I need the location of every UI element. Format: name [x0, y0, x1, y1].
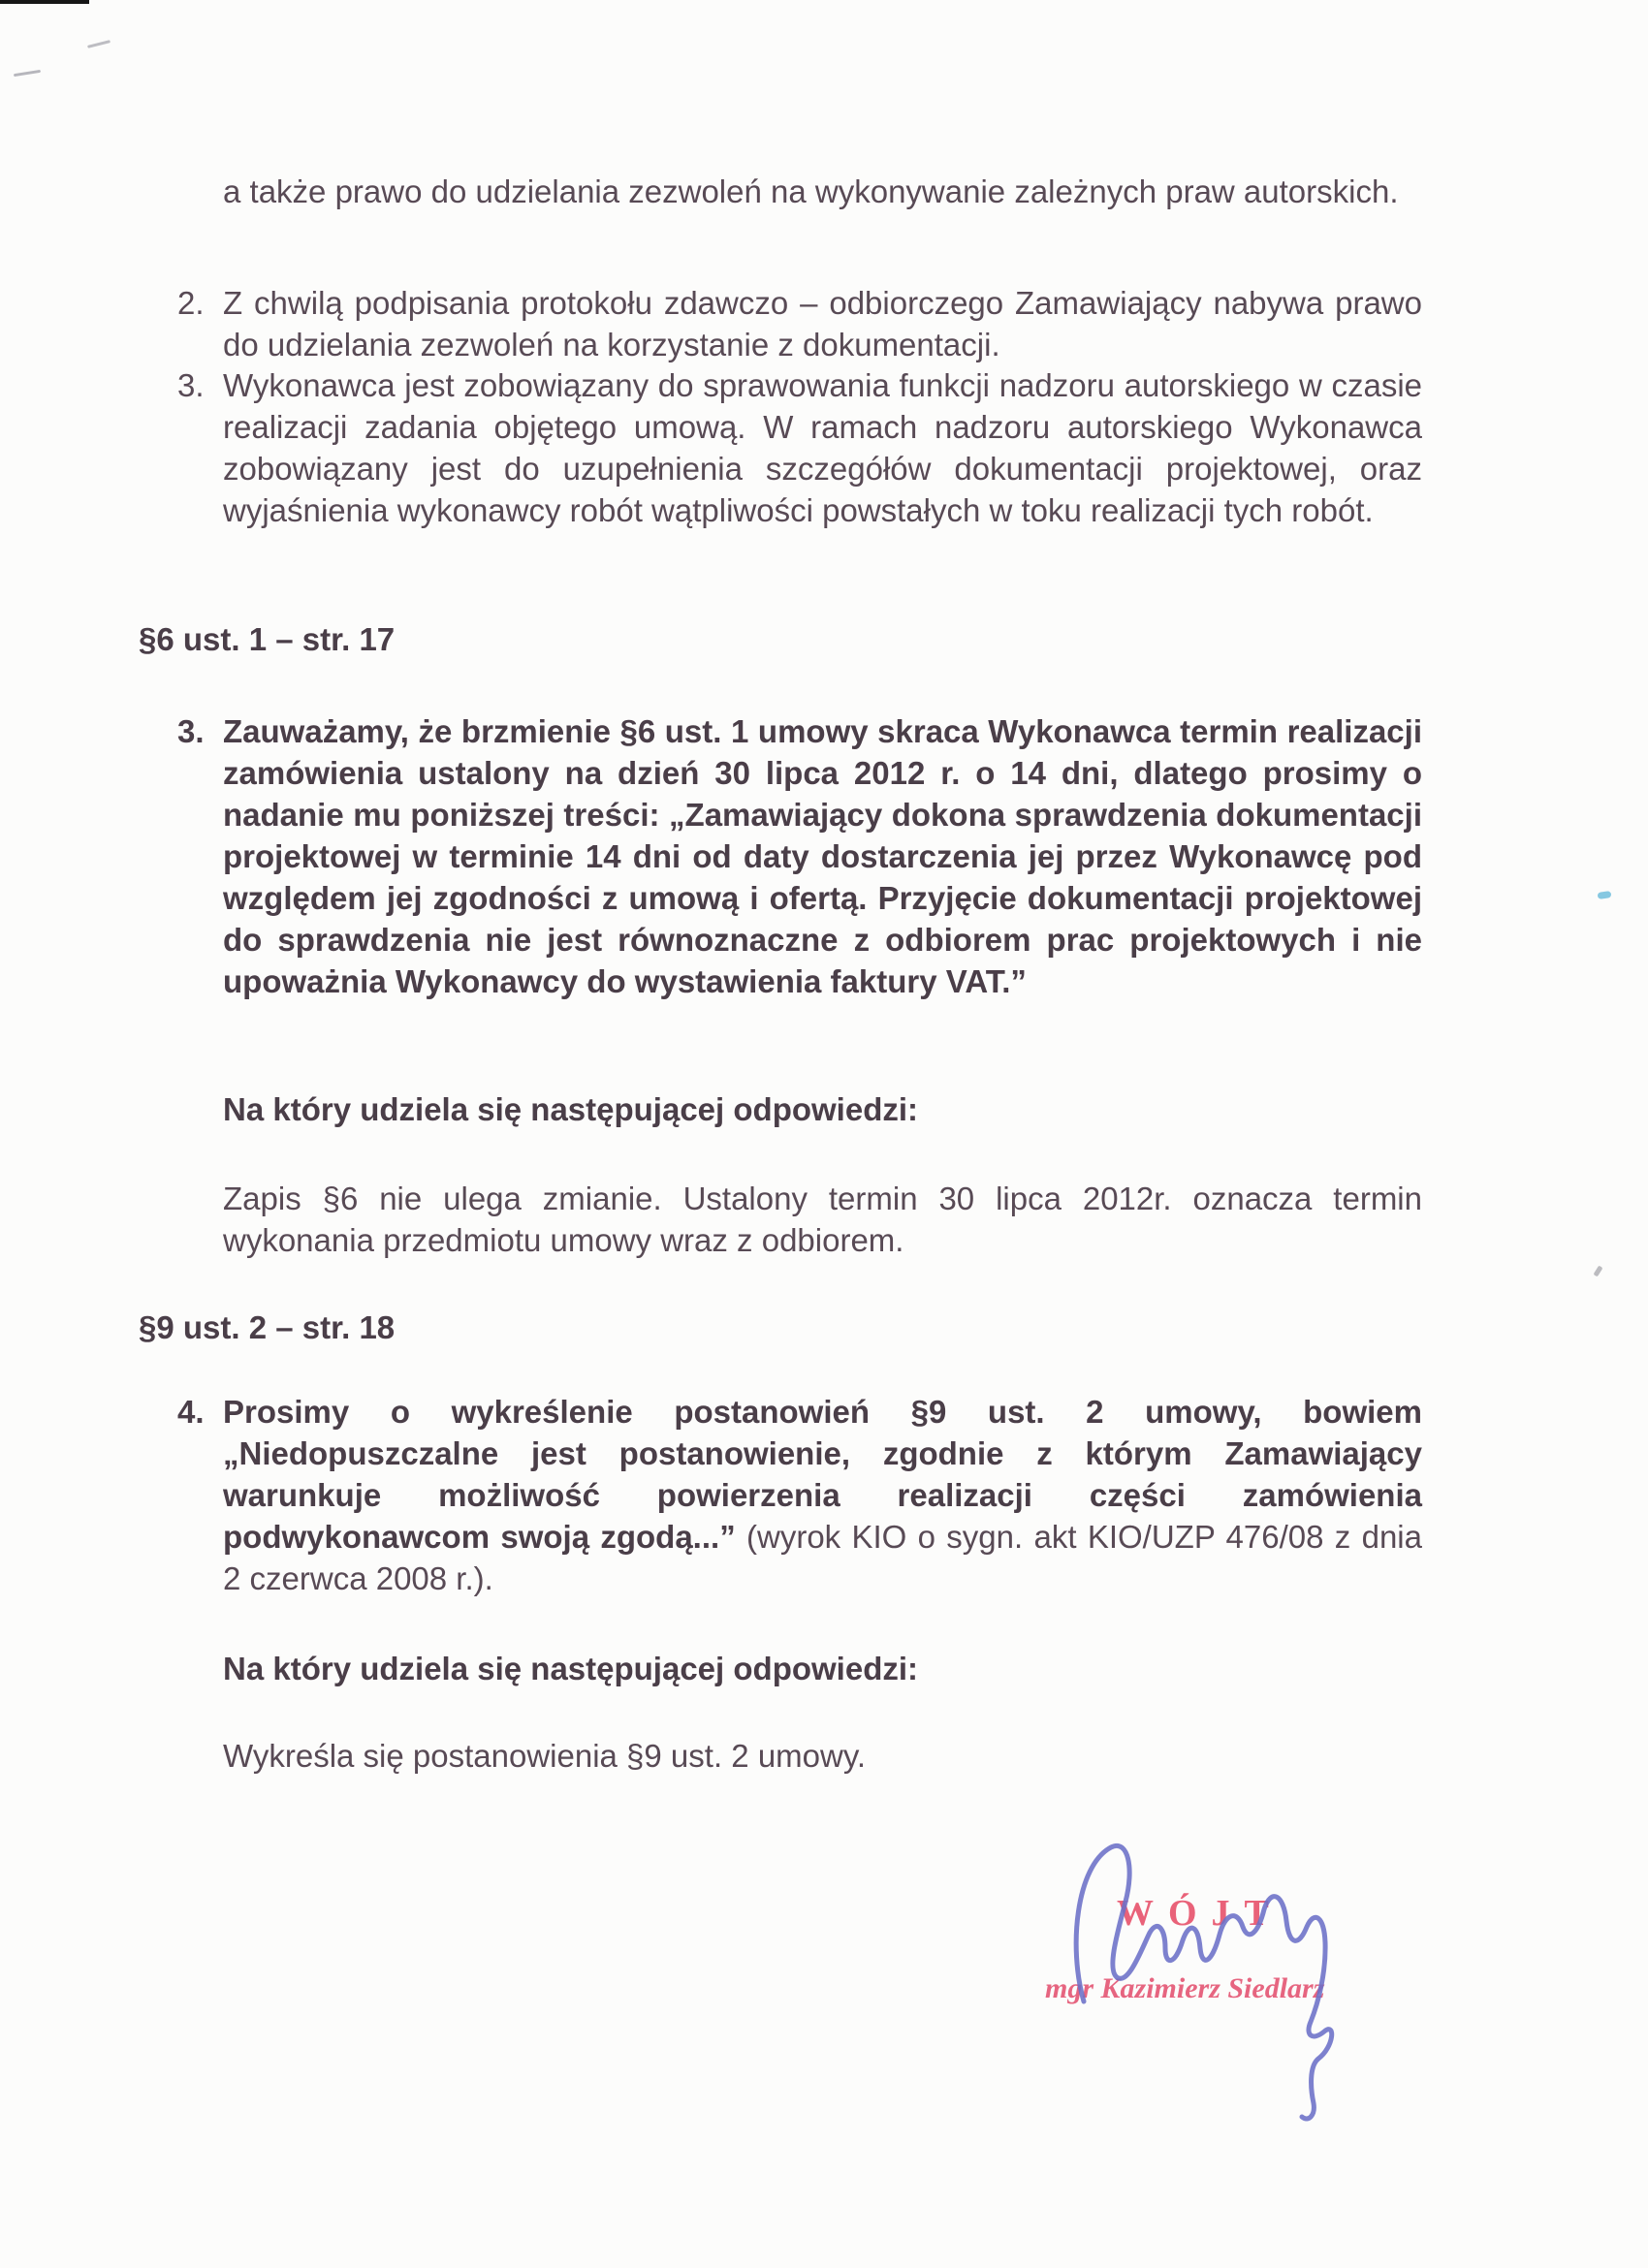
- scan-artifact-mark: [87, 40, 111, 48]
- stamp-title-wojt: WÓJT: [1117, 1893, 1284, 1934]
- answer-text-par6: Zapis §6 nie ulega zmianie. Ustalony termin 30 lipca 2012r. oznacza termin wykonania przedmiotu umowy wraz z odbiorem.: [223, 1181, 1422, 1258]
- list-item-4-request: [177, 1391, 1422, 1599]
- answer-label-par9: Na który udziela się następującej odpowiedzi:: [223, 1651, 919, 1686]
- list-item-text: Wykonawca jest zobowiązany do sprawowania funkcji nadzoru autorskiego w czasie realizacji zadania objętego umową. W ramach nadzoru autorskiego Wykonawca zobowiązany jest do uzupełnienia szczegółów dokumentacji projektowej, oraz wyjaśnienia wykonawcy robót wątpliwości powstałych w toku realizacji tych robót.: [223, 367, 1422, 528]
- list-item-number: 2.: [177, 285, 205, 321]
- list-item-2: [177, 282, 1422, 365]
- section-heading-par6: §6 ust. 1 – str. 17: [139, 621, 396, 657]
- stamp-name: mgr Kazimierz Siedlarz: [1045, 1972, 1325, 2004]
- answer-label-par6: Na który udziela się następującej odpowiedzi:: [223, 1091, 919, 1127]
- answer-text-par9: Wykreśla się postanowienia §9 ust. 2 umowy.: [223, 1738, 867, 1774]
- list-item-number: 4.: [177, 1394, 205, 1430]
- list-item-text: Z chwilą podpisania protokołu zdawczo – odbiorczego Zamawiający nabywa prawo do udzielania zezwoleń na korzystanie z dokumentacji.: [223, 285, 1422, 362]
- request-text-par9-regular: (wyrok KIO o sygn. akt KIO/UZP 476/08 z dnia 2 czerwca 2008 r.).: [223, 1519, 1422, 1596]
- request-text-par9-bold: Prosimy o wykreślenie postanowień §9 ust. 2 umowy, bowiem „Niedopuszczalne jest postanowienie, zgodnie z którym Zamawiający warunkuje możliwość powierzenia realizacji części zamówienia podwykonawcom swoją zgodą...”: [223, 1394, 1422, 1555]
- list-item-3-request: [177, 710, 1422, 1002]
- scan-artifact-corner: [0, 0, 89, 4]
- section-heading-par9: §9 ust. 2 – str. 18: [139, 1309, 396, 1345]
- signature-stroke: [1076, 1845, 1332, 2119]
- paragraph-continuation: a także prawo do udzielania zezwoleń na wykonywanie zależnych praw autorskich.: [223, 173, 1399, 209]
- request-text-par6: Zauważamy, że brzmienie §6 ust. 1 umowy skraca Wykonawca termin realizacji zamówienia ustalony na dzień 30 lipca 2012 r. o 14 dni, dlatego prosimy o nadanie mu poniższej treści: „Zamawiający dokona sprawdzenia dokumentacji projektowej w terminie 14 dni od daty dostarczenia jej przez Wykonawcę pod względem jej zgodności z umową i ofertą. Przyjęcie dokumentacji projektowej do sprawdzenia nie jest równoznaczne z odbiorem prac projektowych i nie upoważnia Wykonawcy do wystawienia faktury VAT.”: [223, 713, 1422, 999]
- list-item-3: [177, 364, 1422, 531]
- list-item-number: 3.: [177, 713, 205, 749]
- list-item-number: 3.: [177, 367, 205, 403]
- scan-artifact-tick: [1593, 1266, 1602, 1277]
- scan-artifact-blue-dash: [1598, 891, 1612, 899]
- handwritten-signature: [1018, 1812, 1425, 2142]
- scan-artifact-mark: [14, 70, 41, 77]
- request-text-par9: [223, 1391, 1422, 1599]
